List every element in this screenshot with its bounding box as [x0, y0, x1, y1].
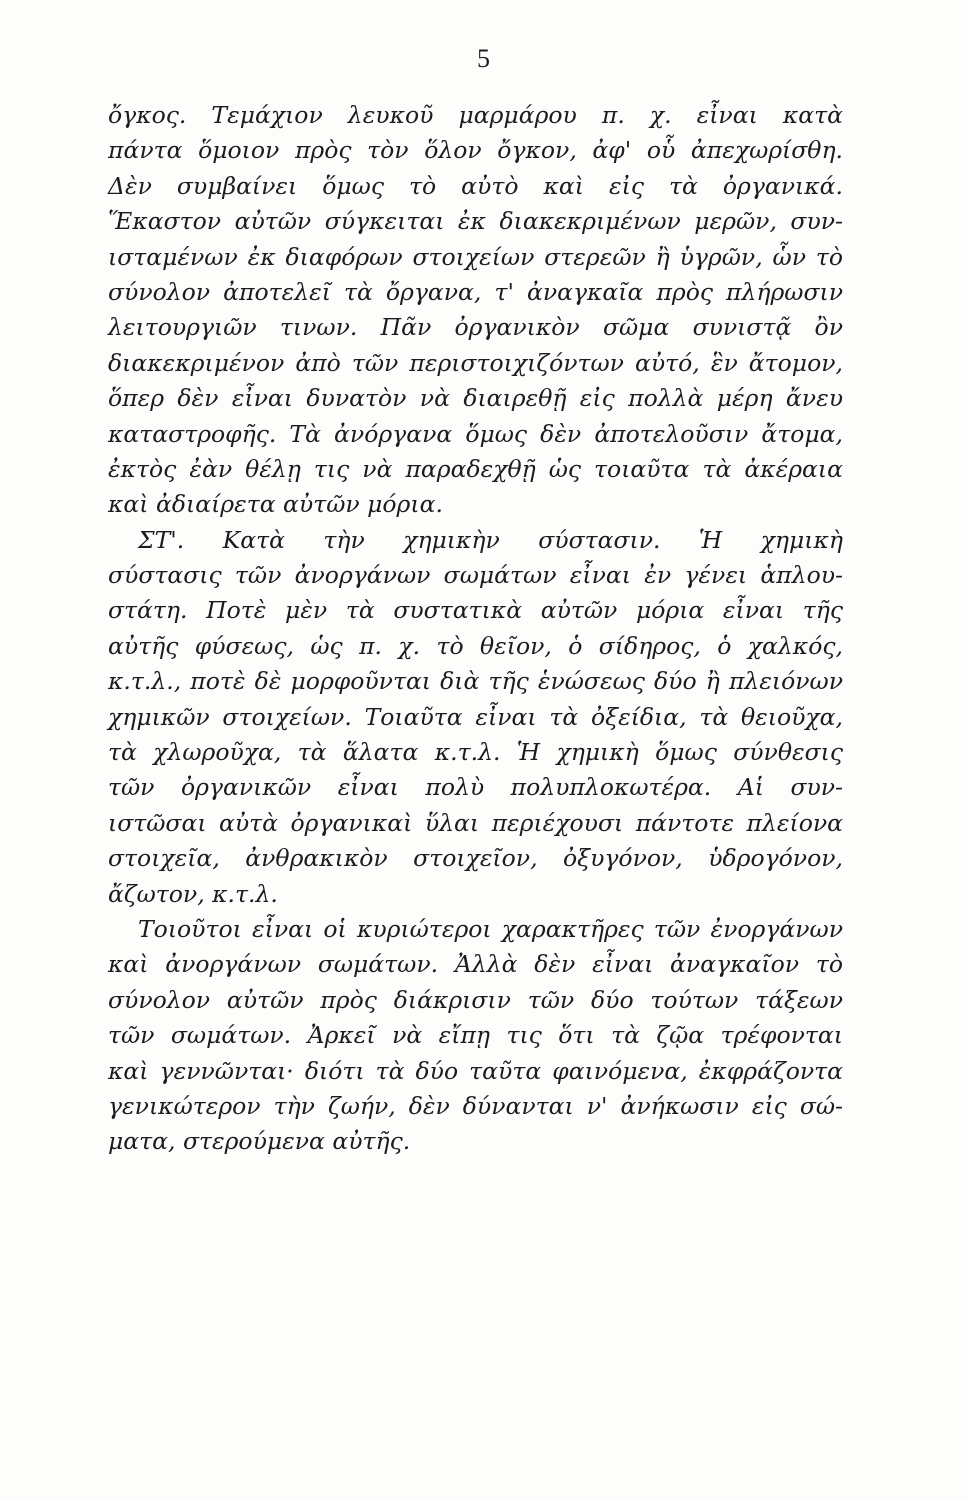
text-line: καὶ ἀνοργάνων σωμάτων. Ἀλλὰ δὲν εἶναι ἀναγκαῖον τὸ	[108, 950, 843, 979]
body-text	[108, 98, 843, 1160]
text-line: ὅπερ δὲν εἶναι δυνατὸν νὰ διαιρεθῇ εἰς πολλὰ μέρη ἄνευ	[108, 384, 843, 413]
text-line: ιστῶσαι αὐτὰ ὀργανικαὶ ὕλαι περιέχουσι πάντοτε πλείονα	[108, 808, 843, 837]
text-line: τῶν σωμάτων. Ἀρκεῖ νὰ εἴπῃ τις ὅτι τὰ ζῷα τρέφονται	[108, 1021, 843, 1050]
text-line: ισταμένων ἐκ διαφόρων στοιχείων στερεῶν ἢ ὑγρῶν, ὧν τὸ	[108, 242, 843, 271]
text-line: πάντα ὅμοιον πρὸς τὸν ὅλον ὄγκον, ἀφ' οὗ ἀπεχωρίσθη.	[108, 136, 843, 165]
text-line: ἐκτὸς ἐὰν θέλῃ τις νὰ παραδεχθῇ ὡς τοιαῦτα τὰ ἀκέραια	[108, 454, 843, 483]
text-line: σύνολον ἀποτελεῖ τὰ ὄργανα, τ' ἀναγκαῖα πρὸς πλήρωσιν	[108, 277, 843, 306]
text-line: αὐτῆς φύσεως, ὡς π. χ. τὸ θεῖον, ὁ σίδηρος, ὁ χαλκός,	[108, 631, 843, 660]
text-line: διακεκριμένον ἀπὸ τῶν περιστοιχιζόντων αὐτό, ἓν ἄτομον,	[108, 348, 843, 377]
page-number: 5	[477, 44, 490, 73]
text-line: σύστασις τῶν ἀνοργάνων σωμάτων εἶναι ἐν γένει ἁπλου-	[108, 561, 843, 590]
text-line: στοιχεῖα, ἀνθρακικὸν στοιχεῖον, ὀξυγόνον, ὑδρογόνον,	[108, 844, 843, 873]
text-line: σύνολον αὐτῶν πρὸς διάκρισιν τῶν δύο τούτων τάξεων	[108, 985, 843, 1014]
section-heading-line: ΣΤ'. Κατὰ τὴν χημικὴν σύστασιν. Ἡ χημικὴ	[138, 525, 843, 554]
paragraph-3	[108, 912, 843, 1160]
text-line: χημικῶν στοιχείων. Τοιαῦτα εἶναι τὰ ὀξείδια, τὰ θειοῦχα,	[108, 702, 843, 731]
text-line: λειτουργιῶν τινων. Πᾶν ὀργανικὸν σῶμα συνιστᾷ ὂν	[108, 313, 843, 342]
paragraph-1	[108, 98, 843, 523]
text-line: Τοιοῦτοι εἶναι οἱ κυριώτεροι χαρακτῆρες τῶν ἐνοργάνων	[138, 914, 843, 943]
text-line: καὶ γεννῶνται· διότι τὰ δύο ταῦτα φαινόμενα, ἐκφράζοντα	[108, 1056, 843, 1085]
text-line: καταστροφῆς. Τὰ ἀνόργανα ὅμως δὲν ἀποτελοῦσιν ἄτομα,	[108, 419, 843, 448]
text-line: ὄγκος. Τεμάχιον λευκοῦ μαρμάρου π. χ. εἶναι κατὰ	[108, 101, 843, 129]
text-line: ματα, στερούμενα αὐτῆς.	[108, 1127, 411, 1156]
text-line: στάτη. Ποτὲ μὲν τὰ συστατικὰ αὐτῶν μόρια εἶναι τῆς	[108, 596, 843, 625]
paragraph-2	[108, 523, 843, 912]
text-line: Δὲν συμβαίνει ὅμως τὸ αὐτὸ καὶ εἰς τὰ ὀργανικά.	[108, 171, 843, 200]
text-line: γενικώτερον τὴν ζωήν, δὲν δύνανται ν' ἀνήκωσιν εἰς σώ-	[108, 1091, 843, 1120]
text-line: Ἕκαστον αὐτῶν σύγκειται ἐκ διακεκριμένων μερῶν, συν-	[108, 207, 843, 236]
text-line: κ.τ.λ., ποτὲ δὲ μορφοῦνται διὰ τῆς ἑνώσεως δύο ἢ πλειόνων	[108, 667, 843, 696]
text-line: τὰ χλωροῦχα, τὰ ἅλατα κ.τ.λ. Ἡ χημικὴ ὅμως σύνθεσις	[108, 738, 843, 767]
text-line: καὶ ἀδιαίρετα αὐτῶν μόρια.	[108, 490, 443, 519]
text-line: τῶν ὀργανικῶν εἶναι πολὺ πολυπλοκωτέρα. Αἱ συν-	[108, 773, 843, 802]
text-line: ἄζωτον, κ.τ.λ.	[108, 879, 278, 908]
